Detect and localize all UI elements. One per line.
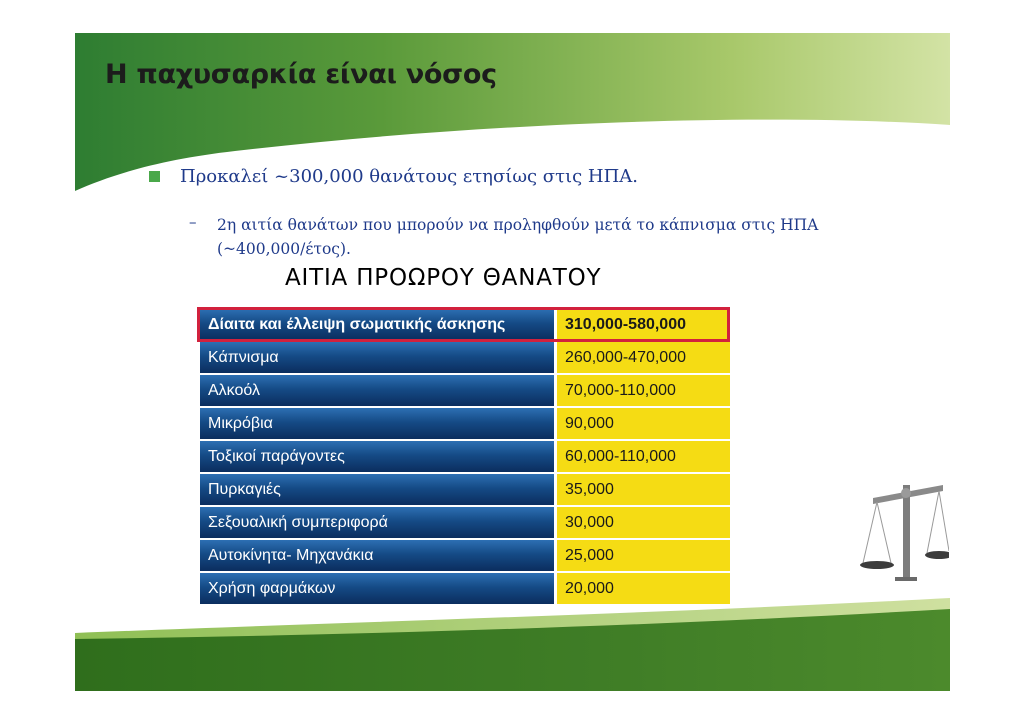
table-row xyxy=(200,342,730,373)
cause-cell: Τοξικοί παράγοντες xyxy=(200,441,554,472)
slide xyxy=(75,33,950,691)
cause-cell: Δίαιτα και έλλειψη σωματικής άσκησης xyxy=(200,309,554,340)
cause-cell: Σεξουαλική συμπεριφορά xyxy=(200,507,554,538)
table-row xyxy=(200,375,730,406)
deaths-cell: 20,000 xyxy=(557,573,730,604)
deaths-cell: 90,000 xyxy=(557,408,730,439)
table-title: ΑΙΤΙΑ ΠΡΟΩΡΟΥ ΘΑΝΑΤΟΥ xyxy=(285,265,602,291)
table-row xyxy=(200,540,730,571)
deaths-cell: 25,000 xyxy=(557,540,730,571)
main-bullet-text: Προκαλεί ~300,000 θανάτους ετησίως στις ΗΠΑ. xyxy=(180,166,639,187)
main-bullet xyxy=(149,166,638,187)
table-row xyxy=(200,507,730,538)
sub-bullet xyxy=(189,213,869,261)
cause-cell: Πυρκαγιές xyxy=(200,474,554,505)
cause-cell: Αλκοόλ xyxy=(200,375,554,406)
deaths-cell: 30,000 xyxy=(557,507,730,538)
sub-bullet-line-2: (~400,000/έτος). xyxy=(217,240,351,258)
cause-cell: Αυτοκίνητα- Μηχανάκια xyxy=(200,540,554,571)
slide-title: Η παχυσαρκία είναι νόσος xyxy=(105,59,497,90)
table-row xyxy=(200,474,730,505)
deaths-cell: 35,000 xyxy=(557,474,730,505)
table-row xyxy=(200,573,730,604)
deaths-cell: 260,000-470,000 xyxy=(557,342,730,373)
table-row xyxy=(200,408,730,439)
deaths-cell: 60,000-110,000 xyxy=(557,441,730,472)
causes-table xyxy=(200,309,730,606)
cause-cell: Μικρόβια xyxy=(200,408,554,439)
deaths-cell: 310,000-580,000 xyxy=(557,309,730,340)
sub-bullet-dash: – xyxy=(189,213,197,231)
balance-scale-icon xyxy=(857,481,949,586)
cause-cell: Χρήση φαρμάκων xyxy=(200,573,554,604)
deaths-cell: 70,000-110,000 xyxy=(557,375,730,406)
cause-cell: Κάπνισμα xyxy=(200,342,554,373)
sub-bullet-line-1: 2η αιτία θανάτων που μπορούν να προληφθούν μετά το κάπνισμα στις ΗΠΑ xyxy=(217,216,819,234)
table-row xyxy=(200,441,730,472)
green-square-bullet-icon xyxy=(149,171,160,182)
table-row xyxy=(200,309,730,340)
